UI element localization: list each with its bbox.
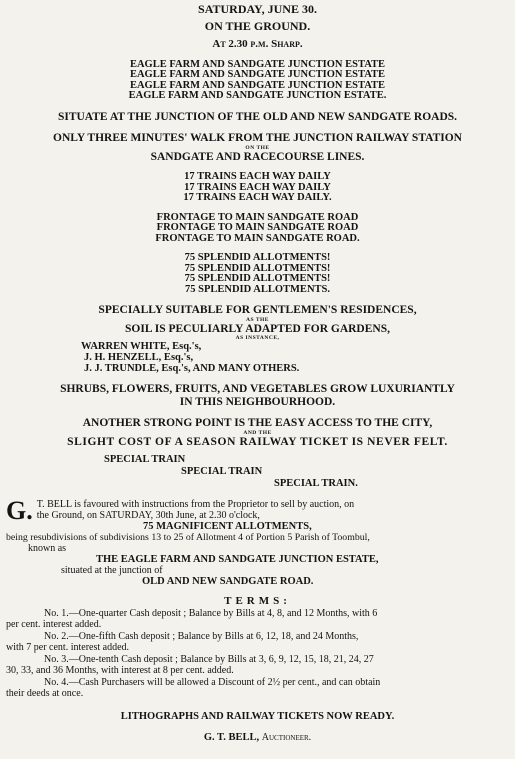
allotments-line: 75 SPLENDID ALLOTMENTS! [184, 263, 331, 274]
walk-small: ON THE [245, 144, 270, 151]
term-item [6, 608, 509, 630]
time-line: At 2.30 p.m. Sharp. [212, 39, 303, 50]
shrubs-line-2: IN THIS NEIGHBOURHOOD. [179, 395, 336, 408]
access-small: AND THE [243, 429, 272, 436]
estate-line: EAGLE FARM AND SANDGATE JUNCTION ESTATE [129, 80, 386, 91]
estate-line: EAGLE FARM AND SANDGATE JUNCTION ESTATE [129, 59, 386, 70]
special-train-block [6, 454, 509, 490]
auctioneer-signature [6, 732, 509, 744]
trains-line: 17 TRAINS EACH WAY DAILY [184, 172, 331, 182]
location-line: ON THE GROUND. [204, 20, 311, 33]
special-train-line: SPECIAL TRAIN [104, 454, 186, 465]
auction-line: known as [28, 543, 67, 554]
allotments-line: 75 SPLENDID ALLOTMENTS! [184, 253, 331, 263]
auction-line: being resubdivisions of subdivisions 13 to 25 of Allotment 4 of Portion 5 Parish of Toombul, [6, 532, 370, 543]
term-item [6, 677, 509, 699]
trains-line: 17 TRAINS EACH WAY DAILY. [183, 193, 332, 203]
allotments-line: 75 SPLENDID ALLOTMENTS! [184, 274, 331, 284]
magnificent-allotments: 75 MAGNIFICENT ALLOTMENTS, [143, 521, 312, 532]
allotments-line: 75 SPLENDID ALLOTMENTS. [185, 284, 330, 295]
term-rest-line: with 7 per cent. interest added. [6, 642, 130, 653]
access-line: ANOTHER STRONG POINT IS THE EASY ACCESS TO THE CITY, [82, 417, 433, 429]
frontage-line: FRONTAGE TO MAIN SANDGATE ROAD [156, 212, 359, 223]
estate-line: EAGLE FARM AND SANDGATE JUNCTION ESTATE. [128, 91, 387, 101]
estate-block [6, 60, 509, 102]
auctioneer-name: G. T. BELL, [203, 732, 260, 743]
auction-line: T. BELL is favoured with instructions from the Proprietor to sell by auction, on [36, 499, 355, 510]
estate-line: EAGLE FARM AND SANDGATE JUNCTION ESTATE [129, 70, 386, 80]
terms-list [6, 608, 509, 699]
allotments-block [6, 253, 509, 295]
shrubs-line: SHRUBS, FLOWERS, FRUITS, AND VEGETABLES GROW LUXURIANTLY [60, 383, 455, 395]
instance-small: AS INSTANCE, [235, 335, 280, 341]
suitable-small: AS THE [246, 316, 269, 323]
term-item [6, 654, 509, 676]
instances-block [6, 341, 509, 374]
road-name: OLD AND NEW SANDGATE ROAD. [142, 576, 314, 587]
term-first-line: No. 4.—Cash Purchasers will be allowed a Discount of 2½ per cent., and can obtain [44, 677, 381, 688]
situate-line: SITUATE AT THE JUNCTION OF THE OLD AND NEW SANDGATE ROADS. [57, 110, 458, 123]
terms-title: TERMS: [224, 595, 291, 607]
walk-line: ONLY THREE MINUTES' WALK FROM THE JUNCTION RAILWAY STATION [53, 132, 462, 144]
access-line-2: SLIGHT COST OF A SEASON RAILWAY TICKET IS NEVER FELT. [67, 435, 448, 448]
term-first-line: No. 1.—One-quarter Cash deposit ; Balance by Bills at 4, 8, and 12 Months, with 6 [44, 608, 378, 619]
drop-cap: G. [6, 496, 33, 525]
estate-name: THE EAGLE FARM AND SANDGATE JUNCTION ESTATE, [96, 554, 379, 565]
auctioneer-title: Auctioneer. [261, 732, 312, 743]
instance-line: J. H. HENZELL, Esq.'s, [84, 352, 194, 363]
special-train-line: SPECIAL TRAIN [181, 466, 263, 477]
instance-line: WARREN WHITE, Esq.'s, [81, 341, 202, 352]
instance-line: J. J. TRUNDLE, Esq.'s, AND MANY OTHERS. [84, 363, 300, 374]
frontage-block [6, 213, 509, 245]
auction-line: the Ground, on SATURDAY, 30th June, at 2.30 o'clock, [36, 510, 260, 521]
frontage-line: FRONTAGE TO MAIN SANDGATE ROAD. [155, 233, 360, 244]
frontage-line: FRONTAGE TO MAIN SANDGATE ROAD [156, 223, 359, 233]
term-item [6, 631, 509, 653]
term-rest-line: per cent. interest added. [6, 619, 102, 630]
trains-block [6, 172, 509, 204]
auction-notice [6, 496, 509, 587]
term-rest-line: 30, 33, and 36 Months, with interest at 8 per cent. added. [6, 665, 234, 676]
term-first-line: No. 3.—One-tenth Cash deposit ; Balance by Bills at 3, 6, 9, 12, 15, 18, 21, 24, 27 [44, 654, 374, 665]
term-rest-line: their deeds at once. [6, 688, 84, 699]
walk-line-2: SANDGATE AND RACECOURSE LINES. [150, 150, 365, 163]
trains-line: 17 TRAINS EACH WAY DAILY [184, 182, 331, 193]
special-train-line: SPECIAL TRAIN. [274, 478, 358, 489]
term-first-line: No. 2.—One-fifth Cash deposit ; Balance by Bills at 6, 12, 18, and 24 Months, [44, 631, 359, 642]
suitable-line: SPECIALLY SUITABLE FOR GENTLEMEN'S RESIDENCES, [98, 304, 417, 316]
soil-line: SOIL IS PECULIARLY ADAPTED FOR GARDENS, [125, 322, 390, 335]
lithographs-line: LITHOGRAPHS AND RAILWAY TICKETS NOW READY. [120, 711, 395, 722]
date-line: SATURDAY, JUNE 30. [198, 3, 317, 16]
auction-line: situated at the junction of [61, 565, 163, 576]
